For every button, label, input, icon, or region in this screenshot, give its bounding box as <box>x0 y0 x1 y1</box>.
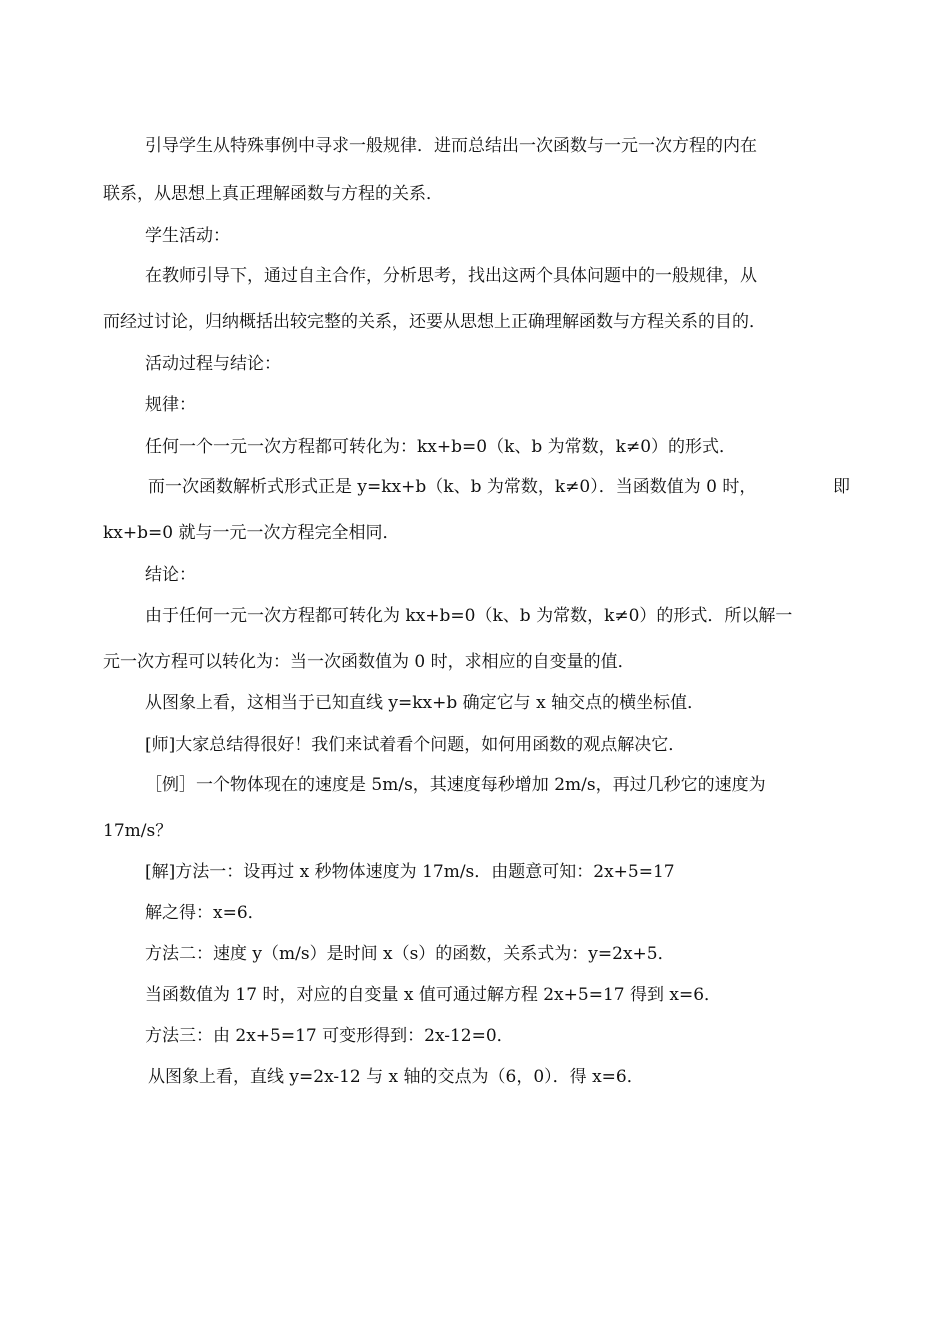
paragraph-line-2: 联系，从思想上真正理解函数与方程的关系． <box>103 184 443 204</box>
paragraph-line-17: 17m/s？ <box>103 821 173 841</box>
paragraph-line-9 <box>148 477 850 497</box>
heading-process-conclusion: 活动过程与结论： <box>145 354 281 374</box>
heading-conclusion: 结论： <box>145 565 196 585</box>
paragraph-line-13: 元一次方程可以转化为：当一次函数值为 0 时，求相应的自变量的值． <box>103 652 635 672</box>
paragraph-line-1: 引导学生从特殊事例中寻求一般规律．进而总结出一次函数与一元一次方程的内在 <box>145 136 757 156</box>
paragraph-line-15: [师]大家总结得很好！我们来试着看个问题，如何用函数的观点解决它． <box>145 735 686 755</box>
paragraph-line-20: 方法二：速度 y（m/s）是时间 x（s）的函数，关系式为：y=2x+5． <box>145 944 675 964</box>
paragraph-line-8: 任何一个一元一次方程都可转化为：kx+b=0（k、b 为常数，k≠0）的形式． <box>145 437 737 457</box>
paragraph-line-22: 方法三：由 2x+5=17 可变形得到：2x-12=0． <box>145 1026 514 1046</box>
paragraph-line-12: 由于任何一元一次方程都可转化为 kx+b=0（k、b 为常数，k≠0）的形式．所以解一 <box>145 606 793 626</box>
paragraph-line-14: 从图象上看，这相当于已知直线 y=kx+b 确定它与 x 轴交点的横坐标值． <box>145 693 705 713</box>
paragraph-line-16: ［例］一个物体现在的速度是 5m/s，其速度每秒增加 2m/s，再过几秒它的速度为 <box>145 775 766 795</box>
paragraph-line-19: 解之得：x=6． <box>145 903 265 923</box>
paragraph-line-9-main: 而一次函数解析式形式正是 y=kx+b（k、b 为常数，k≠0）．当函数值为 0 时， <box>148 477 757 497</box>
heading-rule: 规律： <box>145 395 196 415</box>
heading-student-activity: 学生活动： <box>145 226 230 246</box>
paragraph-line-18: [解]方法一：设再过 x 秒物体速度为 17m/s．由题意可知：2x+5=17 <box>145 862 675 882</box>
paragraph-line-9-end: 即 <box>833 477 850 497</box>
paragraph-line-5: 而经过讨论，归纳概括出较完整的关系，还要从思想上正确理解函数与方程关系的目的． <box>103 312 766 332</box>
paragraph-line-23: 从图象上看，直线 y=2x-12 与 x 轴的交点为（6，0）．得 x=6． <box>148 1067 644 1087</box>
paragraph-line-10: kx+b=0 就与一元一次方程完全相同． <box>103 523 400 543</box>
paragraph-line-21: 当函数值为 17 时，对应的自变量 x 值可通过解方程 2x+5=17 得到 x=6． <box>145 985 722 1005</box>
paragraph-line-4: 在教师引导下，通过自主合作，分析思考，找出这两个具体问题中的一般规律，从 <box>145 266 757 286</box>
